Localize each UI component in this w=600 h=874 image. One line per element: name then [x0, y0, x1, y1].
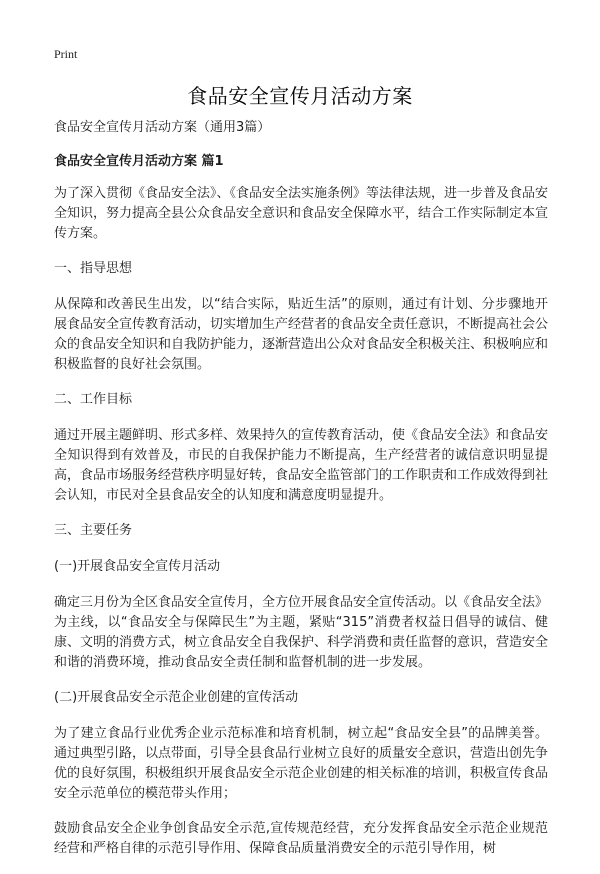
document-title: 食品安全宣传月活动方案 — [187, 84, 413, 108]
print-link[interactable]: Print — [54, 47, 78, 61]
paragraph-publicity-month: 确定三月份为全区食品安全宣传月，全方位开展食品安全宣传活动。以《食品安全法》为主线，以“食品安全与保障民生”为主题，紧贴“315”消费者权益日倡导的诚信、健康、文明的消费方式，树立食品安全自我保护、科学消费和责任监督的意识，营造安全和谐的消费环境，推动食品安全责任制和监督机制的进一步发展。 — [54, 595, 549, 670]
document-body — [54, 118, 548, 874]
paragraph-encourage-enterprise: 鼓励食品安全企业争创食品安全示范,宣传规范经营，充分发挥食品安全示范企业规范经营和严格自律的示范引导作用、保障食品质量消费安全的示范引导作用，树 — [54, 821, 548, 856]
subheading-demo-enterprise: (二)开展食品安全示范企业创建的宣传活动 — [54, 690, 299, 705]
paragraph-work-goals: 通过开展主题鲜明、形式多样、效果持久的宣传教育活动，使《食品安全法》和食品安全知识得到有效普及，市民的自我保护能力不断提高，生产经营者的诚信意识明显提高，食品市场服务经营秩序明显好转，食品安全监管部门的工作职责和工作成效得到社会认知，市民对全县食品安全的认知度和满意度明显提升。 — [54, 428, 549, 503]
heading-main-tasks: 三、主要任务 — [54, 523, 133, 538]
paragraph-demo-enterprise: 为了建立食品行业优秀企业示范标准和培育机制，树立起“食品安全县”的品牌美誉。通过典型引路，以点带面，引导全县食品行业树立良好的质量安全意识，营造出创先争优的良好氛围，积极组织开展食品安全示范企业创建的相关标准的培训，积极宣传食品安全示范单位的模范带头作用； — [54, 726, 549, 801]
paragraph-guiding-ideology: 从保障和改善民生出发，以“结合实际，贴近生活”的原则，通过有计划、分步骤地开展食品安全宣传教育活动，切实增加生产经营者的食品安全责任意识，不断提高社会公众的食品安全知识和自我防护能力，逐渐营造出公众对食品安全积极关注、积极响应和积极监督的良好社会氛围。 — [54, 297, 549, 372]
subheading-publicity-month: (一)开展食品安全宣传月活动 — [54, 559, 221, 574]
document-subtitle: 食品安全宣传月活动方案（通用3篇） — [54, 120, 271, 135]
heading-guiding-ideology: 一、指导思想 — [54, 261, 133, 276]
section-title: 食品安全宣传月活动方案 篇1 — [54, 154, 224, 169]
heading-work-goals: 二、工作目标 — [54, 392, 133, 407]
intro-paragraph: 为了深入贯彻《食品安全法》、《食品安全法实施条例》等法律法规，进一步普及食品安全知识，努力提高全县公众食品安全意识和食品安全保障水平，结合工作实际制定本宣传方案。 — [54, 186, 549, 241]
